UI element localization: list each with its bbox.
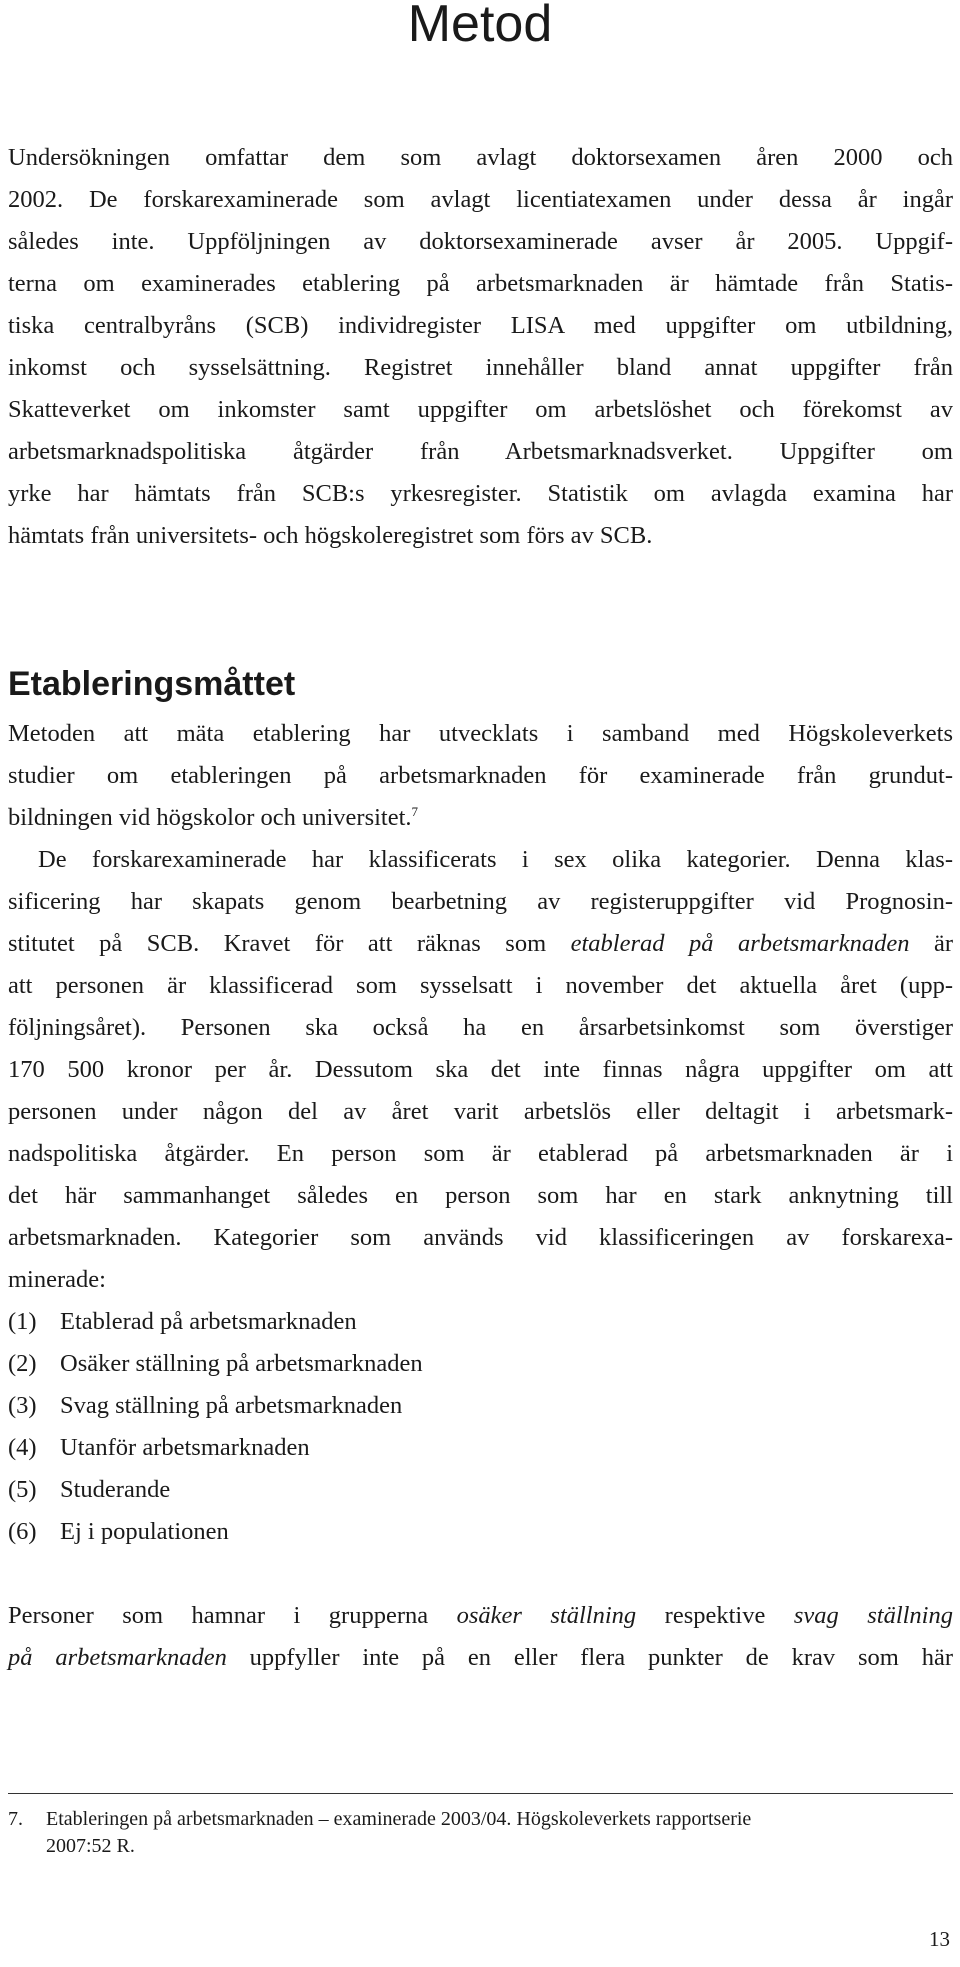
footnote-line [8, 1806, 953, 1833]
footnote-text: Etableringen på arbetsmarknaden – examinerade 2003/04. Högskoleverkets rapportserie [46, 1808, 752, 1830]
category-label: Ej i populationen [60, 1518, 229, 1545]
category-item [8, 1385, 953, 1427]
paragraph-text: uppfyller inte på en eller flera punkter de krav som här [226, 1644, 953, 1671]
paragraph-line: det här sammanhanget således en person som har en stark anknytning till [8, 1182, 953, 1209]
category-number: (2) [8, 1350, 37, 1377]
classification-paragraph [8, 839, 953, 1553]
footnote-divider [8, 1793, 953, 1794]
category-label: Etablerad på arbetsmarknaden [60, 1308, 357, 1335]
paragraph-line: sificering har skapats genom bearbetning av registeruppgifter vid Prognosin- [8, 888, 953, 915]
paragraph-line: minerade: [8, 1266, 106, 1293]
paragraph-line: 2002. De forskarexaminerade som avlagt licentiatexamen under dessa år ingår [8, 186, 953, 213]
emphasis-text: på arbetsmarknaden [8, 1644, 227, 1671]
paragraph-line: Undersökningen omfattar dem som avlagt doktorsexamen åren 2000 och [8, 144, 953, 171]
paragraph-line: inkomst och sysselsättning. Registret innehåller bland annat uppgifter från [8, 354, 953, 381]
paragraph-text: bildningen vid högskolor och universitet. [8, 804, 412, 831]
emphasis-text: svag ställning [793, 1602, 953, 1629]
paragraph-text: är [909, 930, 953, 957]
paragraph-line: således inte. Uppföljningen av doktorsexaminerade avser år 2005. Uppgif- [8, 228, 953, 255]
category-item [8, 1427, 953, 1469]
paragraph-line: personen under någon del av året varit arbetslös eller deltagit i arbetsmark- [8, 1098, 953, 1125]
paragraph-line: Skatteverket om inkomster samt uppgifter om arbetslöshet och förekomst av [8, 396, 953, 423]
category-label: Osäker ställning på arbetsmarknaden [60, 1350, 423, 1377]
paragraph-text: Personer som hamnar i grupperna [8, 1602, 457, 1629]
emphasis-text: etablerad på arbetsmarknaden [570, 930, 910, 957]
method-paragraph [8, 713, 953, 839]
category-number: (5) [8, 1476, 37, 1503]
paragraph-line: studier om etableringen på arbetsmarknaden för examinerade från grundut- [8, 762, 953, 789]
paragraph-line: tiska centralbyråns (SCB) individregister LISA med uppgifter om utbildning, [8, 312, 953, 339]
paragraph-line [8, 1637, 953, 1679]
category-number: (3) [8, 1392, 37, 1419]
paragraph-line [8, 1595, 953, 1637]
paragraph-line [8, 923, 953, 965]
paragraph-line: De forskarexaminerade har klassificerats i sex olika kategorier. Denna klas- [38, 846, 953, 873]
page-title: Metod [407, 0, 553, 53]
category-label: Utanför arbetsmarknaden [60, 1434, 310, 1461]
category-item [8, 1301, 953, 1343]
paragraph-line: terna om examinerades etablering på arbetsmarknaden är hämtade från Statis- [8, 270, 953, 297]
paragraph-text: respektive [636, 1602, 794, 1629]
groups-paragraph [8, 1595, 953, 1679]
paragraph-line: arbetsmarknadspolitiska åtgärder från Arbetsmarknadsverket. Uppgifter om [8, 438, 953, 465]
category-label: Svag ställning på arbetsmarknaden [60, 1392, 403, 1419]
emphasis-text: osäker ställning [456, 1602, 637, 1629]
category-number: (4) [8, 1434, 37, 1461]
section-heading: Etableringsmåttet [8, 665, 296, 703]
page-number: 13 [929, 1927, 950, 1951]
paragraph-line: Metoden att mäta etablering har utvecklats i samband med Högskoleverkets [8, 720, 953, 747]
intro-paragraph [8, 137, 953, 557]
category-item [8, 1511, 953, 1553]
paragraph-line: att personen är klassificerad som sysselsatt i november det aktuella året (upp- [8, 972, 953, 999]
paragraph-line [8, 797, 953, 839]
category-number: (6) [8, 1518, 37, 1545]
paragraph-line: yrke har hämtats från SCB:s yrkesregister. Statistik om avlagda examina har [8, 480, 953, 507]
footnote-number: 7. [8, 1808, 23, 1830]
category-item [8, 1343, 953, 1385]
paragraph-text: stitutet på SCB. Kravet för att räknas som [8, 930, 571, 957]
footnote [8, 1806, 953, 1860]
category-number: (1) [8, 1308, 37, 1335]
footnote-reference: 7 [411, 803, 419, 819]
category-item [8, 1469, 953, 1511]
paragraph-line: arbetsmarknaden. Kategorier som används vid klassificeringen av forskarexa- [8, 1224, 953, 1251]
paragraph-line: hämtats från universitets- och högskoleregistret som förs av SCB. [8, 522, 653, 549]
category-label: Studerande [60, 1476, 171, 1503]
paragraph-line: följningsåret). Personen ska också ha en årsarbetsinkomst som överstiger [8, 1014, 953, 1041]
paragraph-line: nadspolitiska åtgärder. En person som är etablerad på arbetsmarknaden är i [8, 1140, 953, 1167]
paragraph-line: 170 500 kronor per år. Dessutom ska det inte finnas några uppgifter om att [8, 1056, 953, 1083]
footnote-text: 2007:52 R. [46, 1835, 135, 1857]
